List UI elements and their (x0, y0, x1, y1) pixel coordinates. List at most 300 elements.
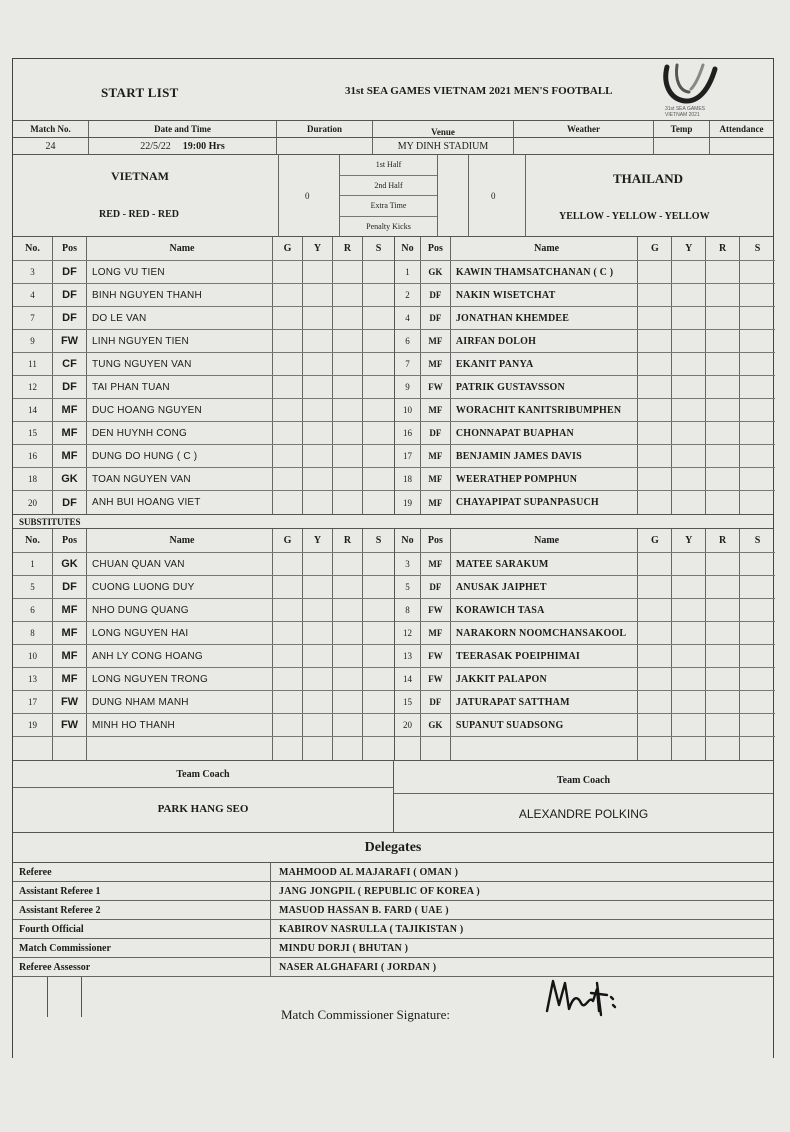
stat-cell (706, 622, 740, 644)
home-team-kit: RED - RED - RED (99, 209, 179, 220)
stat-cell (672, 599, 706, 621)
player-row (13, 737, 394, 760)
stat-cell (273, 330, 303, 352)
player-position: DF (53, 307, 87, 329)
date-time-label: Date and Time (89, 121, 277, 137)
table-header-row (13, 529, 394, 553)
stat-cell (672, 622, 706, 644)
column-header: G (273, 237, 303, 260)
away-starters-table (394, 237, 775, 514)
stat-cell (333, 668, 363, 690)
footer-divider (47, 977, 48, 1017)
player-row (395, 445, 775, 468)
stat-cell (303, 284, 333, 306)
handwritten-signature (541, 975, 631, 1025)
player-position: DF (53, 576, 87, 598)
stat-cell (363, 376, 394, 398)
stat-cell (740, 399, 775, 421)
stat-cell (303, 445, 333, 467)
player-name: TOAN NGUYEN VAN (87, 468, 273, 490)
sheet-header (13, 59, 773, 121)
stat-cell (706, 668, 740, 690)
player-position: MF (53, 622, 87, 644)
stat-cell (303, 376, 333, 398)
stat-cell (333, 645, 363, 667)
delegates-title: Delegates (13, 833, 773, 863)
player-name: JATURAPAT SATTHAM (451, 691, 639, 713)
stat-cell (273, 576, 303, 598)
player-row (13, 399, 394, 422)
match-no-label: Match No. (13, 121, 89, 137)
player-name: AIRFAN DOLOH (451, 330, 639, 352)
stat-cell (273, 645, 303, 667)
player-name: NARAKORN NOOMCHANSAKOOL (451, 622, 639, 644)
stat-cell (740, 445, 775, 467)
player-name: CUONG LUONG DUY (87, 576, 273, 598)
stat-cell (273, 691, 303, 713)
player-position: MF (53, 399, 87, 421)
player-name: EKANIT PANYA (451, 353, 639, 375)
delegate-row (13, 882, 773, 901)
stat-cell (740, 599, 775, 621)
stat-cell (363, 307, 394, 329)
away-coach-label: Team Coach (556, 775, 611, 786)
player-name: PATRIK GUSTAVSSON (451, 376, 639, 398)
column-header: Pos (53, 529, 87, 552)
delegate-row (13, 920, 773, 939)
stat-cell (672, 714, 706, 736)
player-name: DEN HUYNH CONG (87, 422, 273, 444)
player-number: 1 (13, 553, 53, 575)
stat-cell (638, 330, 672, 352)
player-number: 1 (395, 261, 421, 283)
player-name: JAKKIT PALAPON (451, 668, 639, 690)
player-number: 17 (395, 445, 421, 467)
stat-cell (303, 330, 333, 352)
stat-cell (706, 284, 740, 306)
signature-label: Match Commissioner Signature: (281, 1007, 450, 1022)
player-row (13, 445, 394, 468)
stat-cell (363, 261, 394, 283)
stat-cell (672, 576, 706, 598)
player-position: DF (53, 261, 87, 283)
match-info-labels (13, 121, 773, 138)
player-number: 16 (13, 445, 53, 467)
stat-cell (672, 668, 706, 690)
player-position: MF (421, 491, 451, 514)
column-header: G (638, 237, 672, 260)
player-name: ANH LY CONG HOANG (87, 645, 273, 667)
player-name: MATEE SARAKUM (451, 553, 639, 575)
stat-cell (273, 553, 303, 575)
stat-cell (740, 645, 775, 667)
column-header: S (754, 535, 761, 546)
column-header: R (333, 529, 363, 552)
player-name: KAWIN THAMSATCHANAN ( C ) (451, 261, 639, 283)
player-row (13, 576, 394, 599)
delegate-name: JANG JONGPIL ( REPUBLIC OF KOREA ) (279, 885, 480, 897)
player-number: 7 (13, 307, 53, 329)
start-list-label: START LIST (101, 85, 179, 100)
away-coach-cell (393, 761, 773, 832)
weather-value (514, 138, 654, 154)
player-number: 14 (13, 399, 53, 421)
stat-cell (706, 691, 740, 713)
stat-cell (303, 399, 333, 421)
player-number: 8 (395, 599, 421, 621)
stat-cell (638, 376, 672, 398)
stat-cell (333, 284, 363, 306)
player-number: 11 (13, 353, 53, 375)
delegate-role: Referee Assessor (13, 958, 271, 976)
stat-cell (303, 599, 333, 621)
stat-cell (303, 553, 333, 575)
column-header: R (706, 237, 740, 260)
player-number: 8 (13, 622, 53, 644)
attendance-label: Attendance (719, 124, 764, 134)
table-header-row (395, 529, 775, 553)
stat-cell (638, 399, 672, 421)
player-position: FW (421, 645, 451, 667)
home-coach-name: PARK HANG SEO (157, 803, 249, 815)
player-position: MF (53, 645, 87, 667)
column-header: S (375, 243, 382, 254)
delegate-name: NASER ALGHAFARI ( JORDAN ) (279, 961, 437, 973)
away-team-name: THAILAND (613, 171, 684, 186)
player-number: 12 (395, 622, 421, 644)
home-starters-table (13, 237, 394, 514)
stat-cell (363, 399, 394, 421)
player-position: GK (53, 468, 87, 490)
column-header: R (706, 529, 740, 552)
stat-cell (672, 353, 706, 375)
column-header: S (754, 243, 761, 254)
stat-cell (706, 399, 740, 421)
home-score: 0 (305, 191, 310, 201)
player-row (13, 691, 394, 714)
player-number: 19 (395, 491, 421, 514)
player-name: DUNG NHAM MANH (87, 691, 273, 713)
match-time: 19:00 Hrs (182, 140, 225, 152)
phase-first-half: 1st Half (340, 155, 437, 176)
stat-cell (363, 645, 394, 667)
column-header: S (375, 535, 382, 546)
stat-cell (273, 261, 303, 283)
stat-cell (333, 737, 363, 760)
player-position: FW (53, 330, 87, 352)
player-name: LONG VU TIEN (87, 261, 273, 283)
player-position: DF (421, 422, 451, 444)
stat-cell (638, 668, 672, 690)
player-name: WEERATHEP POMPHUN (451, 468, 639, 490)
player-row (395, 622, 775, 645)
player-number: 14 (395, 668, 421, 690)
delegate-role: Assistant Referee 2 (13, 901, 271, 919)
stat-cell (363, 491, 394, 514)
player-number: 4 (13, 284, 53, 306)
stat-cell (740, 714, 775, 736)
player-name (451, 737, 639, 760)
delegate-role: Assistant Referee 1 (13, 882, 271, 900)
stat-cell (638, 468, 672, 490)
stat-cell (740, 468, 775, 490)
player-number: 7 (395, 353, 421, 375)
temp-value (654, 138, 710, 154)
stat-cell (363, 691, 394, 713)
player-position: FW (53, 714, 87, 736)
stat-cell (706, 353, 740, 375)
phase-extra-time: Extra Time (340, 196, 437, 217)
home-subs-table (13, 529, 394, 760)
stat-cell (303, 576, 333, 598)
stat-cell (638, 491, 672, 514)
stat-cell (303, 714, 333, 736)
delegate-name: MAHMOOD AL MAJARAFI ( OMAN ) (279, 866, 459, 878)
player-number: 10 (395, 399, 421, 421)
stat-cell (638, 599, 672, 621)
delegate-row (13, 939, 773, 958)
player-row (395, 468, 775, 491)
delegate-role: Referee (13, 863, 271, 881)
player-number: 9 (13, 330, 53, 352)
stat-cell (706, 491, 740, 514)
player-name: KORAWICH TASA (451, 599, 639, 621)
stat-cell (672, 468, 706, 490)
away-coach-name: ALEXANDRE POLKING (518, 807, 649, 821)
column-header: R (333, 237, 363, 260)
player-position: MF (421, 445, 451, 467)
stat-cell (672, 307, 706, 329)
player-position: MF (421, 622, 451, 644)
player-position: MF (53, 668, 87, 690)
stat-cell (706, 599, 740, 621)
player-row (395, 668, 775, 691)
stat-cell (672, 261, 706, 283)
player-position: FW (421, 376, 451, 398)
stat-cell (273, 714, 303, 736)
stat-cell (706, 714, 740, 736)
stat-cell (333, 491, 363, 514)
stat-cell (273, 353, 303, 375)
player-name: CHAYAPIPAT SUPANPASUCH (451, 491, 639, 514)
player-number: 6 (13, 599, 53, 621)
stat-cell (363, 445, 394, 467)
home-team-name: VIETNAM (111, 169, 170, 183)
stat-cell (672, 422, 706, 444)
player-position: MF (53, 445, 87, 467)
teams-block (13, 155, 773, 237)
stat-cell (363, 330, 394, 352)
stat-cell (303, 422, 333, 444)
player-position: MF (421, 353, 451, 375)
stat-cell (363, 714, 394, 736)
stat-cell (672, 284, 706, 306)
player-position: DF (421, 576, 451, 598)
substitute-lineups (13, 529, 773, 761)
player-position: MF (421, 330, 451, 352)
player-position: GK (53, 553, 87, 575)
stat-cell (333, 399, 363, 421)
player-name: CHONNAPAT BUAPHAN (451, 422, 639, 444)
coach-divider (13, 787, 393, 788)
player-name: DUC HOANG NGUYEN (87, 399, 273, 421)
player-row (13, 599, 394, 622)
player-name: BINH NGUYEN THANH (87, 284, 273, 306)
player-number (395, 737, 421, 760)
phase-score-column (437, 155, 469, 237)
player-position: GK (421, 261, 451, 283)
stat-cell (638, 284, 672, 306)
stat-cell (638, 261, 672, 283)
column-header: No. (13, 529, 53, 552)
player-name: TUNG NGUYEN VAN (87, 353, 273, 375)
player-number: 4 (395, 307, 421, 329)
delegate-row (13, 958, 773, 977)
match-phases (339, 155, 437, 237)
player-number: 3 (395, 553, 421, 575)
player-number: 9 (395, 376, 421, 398)
player-name: JONATHAN KHEMDEE (451, 307, 639, 329)
stat-cell (638, 714, 672, 736)
player-row (395, 553, 775, 576)
column-header: Name (87, 237, 273, 260)
player-row (13, 622, 394, 645)
stat-cell (672, 445, 706, 467)
stat-cell (333, 376, 363, 398)
stat-cell (706, 553, 740, 575)
logo-text-1: 31st SEA GAMES (665, 106, 706, 112)
player-row (13, 261, 394, 284)
stat-cell (303, 691, 333, 713)
stat-cell (740, 576, 775, 598)
player-row (395, 599, 775, 622)
stat-cell (740, 353, 775, 375)
stat-cell (638, 691, 672, 713)
duration-value (277, 138, 373, 154)
home-coach-cell (13, 761, 393, 832)
venue-label: Venue (373, 121, 514, 137)
stat-cell (638, 307, 672, 329)
player-position: DF (53, 376, 87, 398)
player-row (13, 645, 394, 668)
stat-cell (333, 445, 363, 467)
column-header: Name (87, 529, 273, 552)
player-row (13, 553, 394, 576)
player-name: WORACHIT KANITSRIBUMPHEN (451, 399, 639, 421)
delegate-name: MINDU DORJI ( BHUTAN ) (279, 942, 409, 954)
delegate-role: Match Commissioner (13, 939, 271, 957)
player-row (395, 284, 775, 307)
stat-cell (672, 376, 706, 398)
stat-cell (273, 491, 303, 514)
column-header: Pos (421, 237, 451, 260)
stat-cell (638, 645, 672, 667)
player-row (395, 353, 775, 376)
player-name: CHUAN QUAN VAN (87, 553, 273, 575)
stat-cell (672, 330, 706, 352)
player-name: LONG NGUYEN HAI (87, 622, 273, 644)
stat-cell (333, 553, 363, 575)
stat-cell (740, 284, 775, 306)
player-row (395, 491, 775, 514)
stat-cell (303, 622, 333, 644)
stat-cell (740, 668, 775, 690)
stat-cell (363, 422, 394, 444)
player-row (13, 668, 394, 691)
player-number: 13 (13, 668, 53, 690)
stat-cell (706, 737, 740, 760)
player-name: NHO DUNG QUANG (87, 599, 273, 621)
player-number: 16 (395, 422, 421, 444)
player-position: DF (421, 307, 451, 329)
table-header-row (395, 237, 775, 261)
stat-cell (740, 691, 775, 713)
stat-cell (273, 399, 303, 421)
stat-cell (273, 599, 303, 621)
stat-cell (363, 576, 394, 598)
match-no-value: 24 (13, 138, 89, 154)
player-number: 2 (395, 284, 421, 306)
logo-text-2: VIETNAM 2021 (665, 112, 700, 118)
stat-cell (706, 468, 740, 490)
stat-cell (740, 622, 775, 644)
player-position: MF (421, 399, 451, 421)
stat-cell (740, 376, 775, 398)
delegates-table (13, 863, 773, 977)
stat-cell (706, 645, 740, 667)
player-row (395, 714, 775, 737)
stat-cell (740, 261, 775, 283)
player-row (395, 422, 775, 445)
player-row (13, 468, 394, 491)
stat-cell (273, 737, 303, 760)
column-header: Pos (421, 529, 451, 552)
stat-cell (273, 622, 303, 644)
player-row (395, 307, 775, 330)
player-position: DF (53, 284, 87, 306)
player-position: FW (421, 668, 451, 690)
column-header: No (395, 529, 421, 552)
stat-cell (740, 307, 775, 329)
player-row (395, 399, 775, 422)
stat-cell (273, 307, 303, 329)
player-name (87, 737, 273, 760)
stat-cell (638, 622, 672, 644)
sea-games-logo-icon (659, 61, 719, 107)
starting-lineups (13, 237, 773, 515)
stat-cell (672, 399, 706, 421)
stat-cell (672, 645, 706, 667)
player-row (13, 491, 394, 514)
home-coach-label: Team Coach (176, 769, 230, 780)
player-position: DF (53, 491, 87, 514)
coach-divider (394, 793, 773, 794)
player-number: 17 (13, 691, 53, 713)
player-position: FW (53, 691, 87, 713)
column-header: Y (672, 529, 706, 552)
away-subs-table (394, 529, 775, 760)
player-row (13, 307, 394, 330)
player-row (13, 422, 394, 445)
column-header: Y (303, 529, 333, 552)
stat-cell (303, 468, 333, 490)
stat-cell (638, 445, 672, 467)
player-position: MF (421, 553, 451, 575)
stat-cell (740, 422, 775, 444)
column-header: Y (303, 237, 333, 260)
player-name: DO LE VAN (87, 307, 273, 329)
player-position: FW (421, 599, 451, 621)
